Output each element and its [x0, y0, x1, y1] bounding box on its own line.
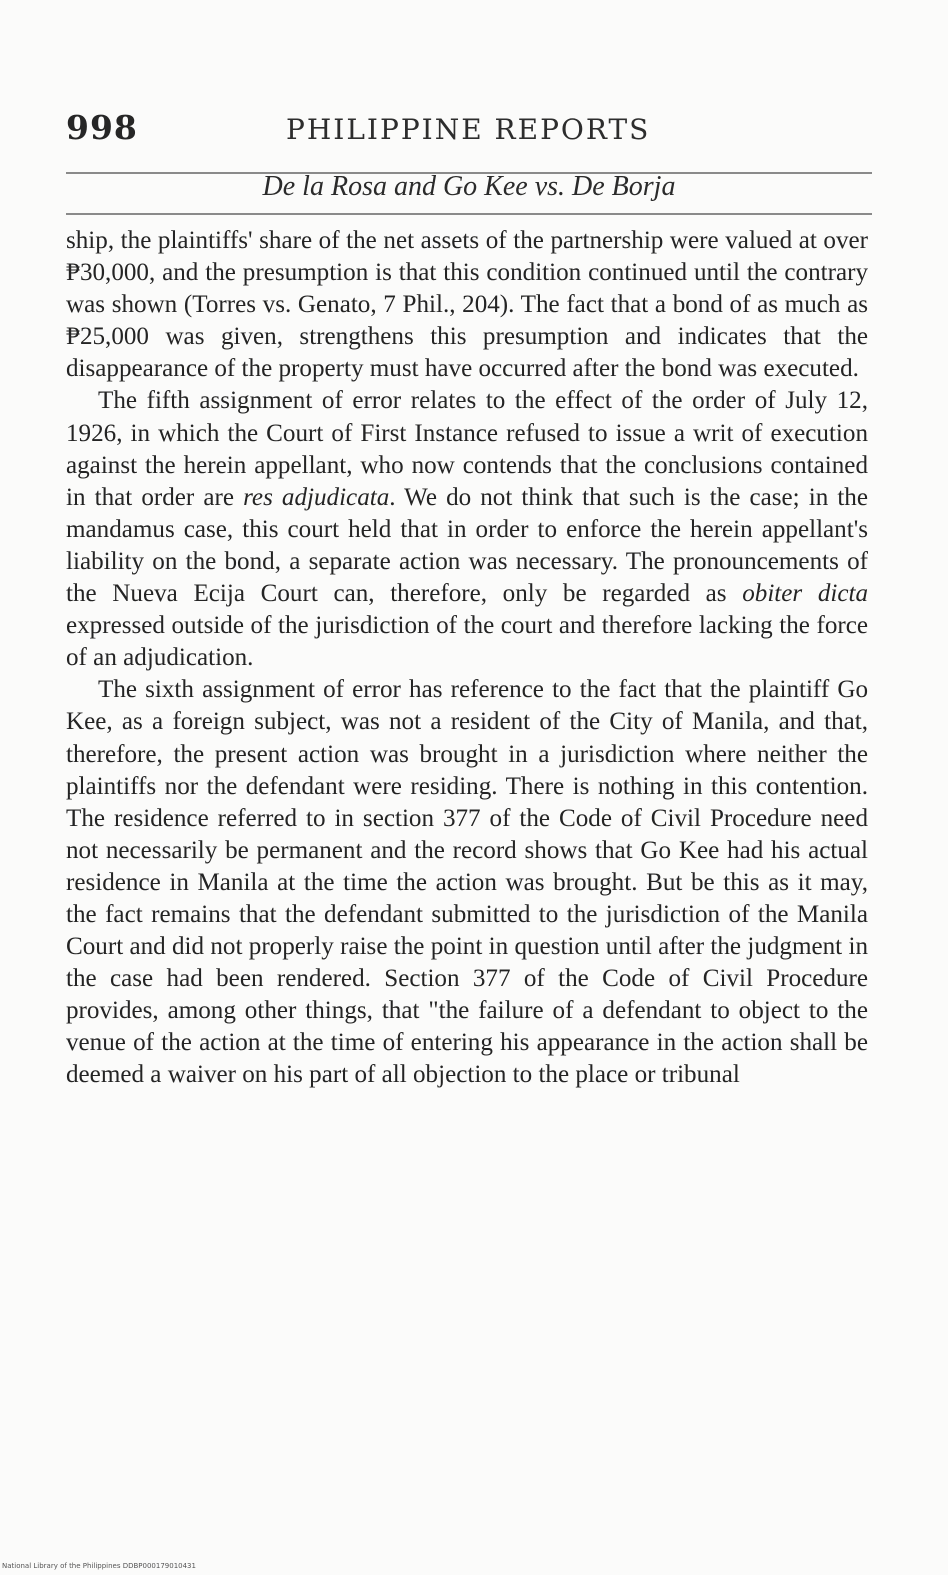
page-number: 998	[66, 108, 138, 147]
paragraph-sixth-assignment: The sixth assignment of error has reference to the fact that the plaintiff Go Kee, as a foreign subject, was not a resident of the City of Manila, and that, therefore, the present action was brought in a jurisdiction where neither the plaintiffs nor the defendant were residing. There is nothing in this contention. The residence referred to in section 377 of the Code of Civil Procedure need not necessarily be permanent and the record shows that Go Kee had his actual residence in Manila at the time the action was brought. But be this as it may, the fact remains that the defendant submitted to the jurisdiction of the Manila Court and did not properly raise the point in question until after the judgment in the case had been rendered. Section 377 of the Code of Civil Procedure provides, among other things, that "the failure of a defendant to object to the venue of the action at the time of entering his appearance in the action shall be deemed a waiver on his part of all objection to the place or tribunal	[66, 676, 868, 1089]
latin-term-res-adjudicata: res adjudicata	[243, 483, 390, 511]
latin-term-obiter-dicta: obiter dicta	[742, 580, 868, 608]
paragraph-text: . We do not think that such is the case; in the mandamus case, this court held that in order to enforce the herein appellant's liability on the bond, a separate action was necessary. The pronouncements of the Nueva Ecija Court can, therefore, only be regarded as	[66, 483, 868, 608]
paragraph-text: The fifth assignment of error relates to the effect of the order of July 12, 1926, in which the Court of First Instance refused to issue a writ of execution against the herein appellant, who now contends that the conclusions contained in that order are	[66, 387, 868, 511]
running-head: PHILIPPINE REPORTS	[286, 113, 651, 146]
header-rule-bottom	[66, 213, 872, 215]
paragraph-text: expressed outside of the jurisdiction of the court and therefore lacking the force of an adjudication.	[66, 612, 868, 672]
scan-credit: National Library of the Philippines DDBP000179010431	[2, 1562, 196, 1570]
body-text	[66, 225, 868, 1092]
paragraph-fifth-assignment	[66, 385, 868, 674]
case-title: De la Rosa and Go Kee vs. De Borja	[262, 171, 676, 202]
paragraph-continuation: ship, the plaintiffs' share of the net assets of the partnership were valued at over ₱30,000, and the presumption is that this condition continued until the contrary was shown (Torres vs. Genato, 7 Phil., 204). The fact that a bond of as much as ₱25,000 was given, strengthens this presumption and indicates that the disappearance of the property must have occurred after the bond was executed.	[66, 227, 868, 383]
